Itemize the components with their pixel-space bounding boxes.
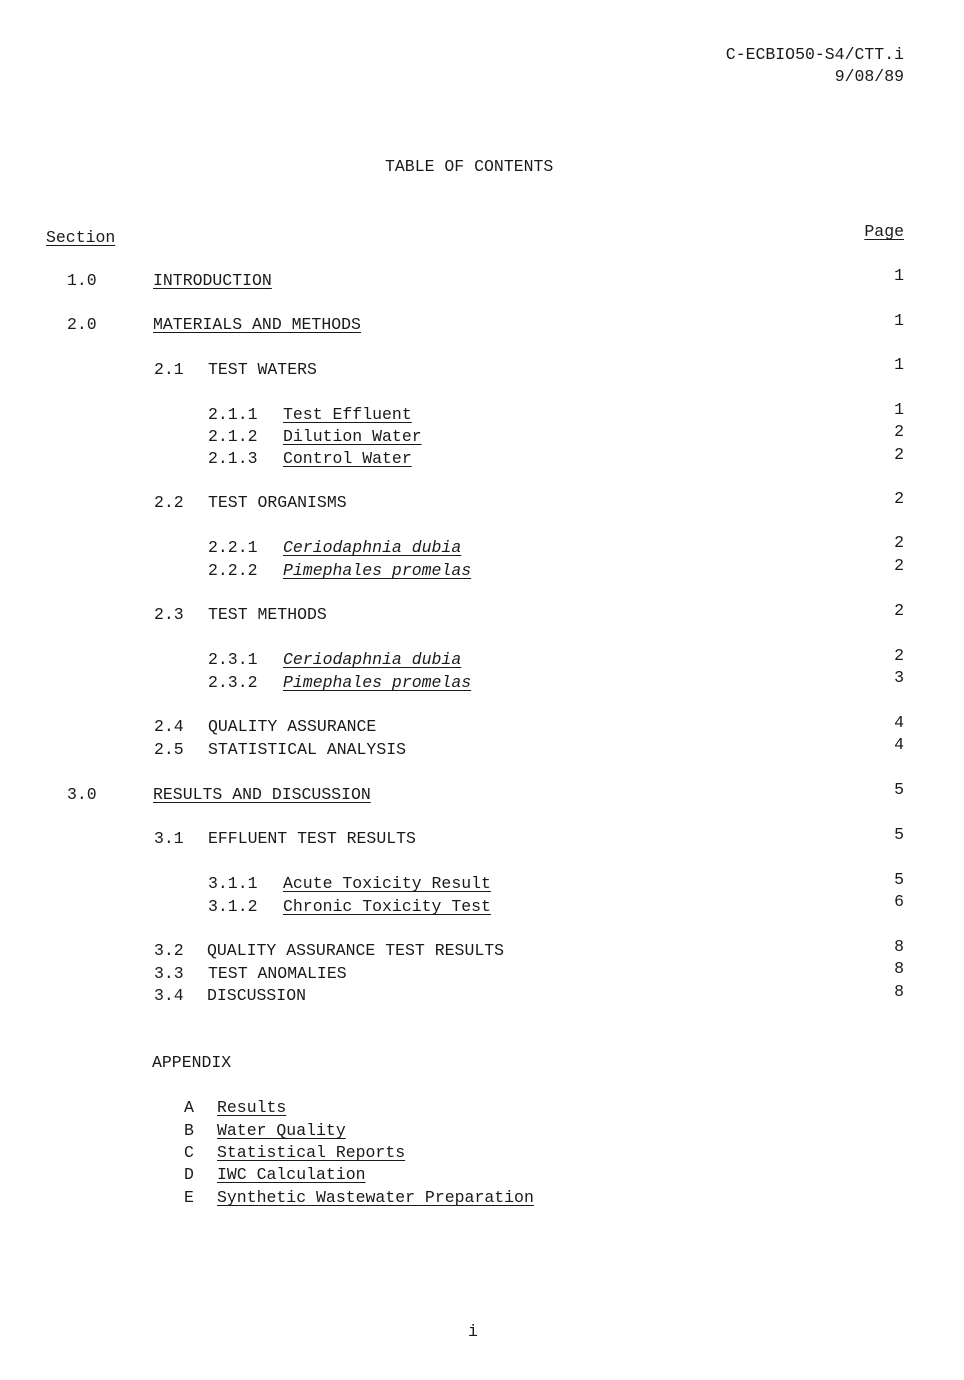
toc-number: 3.1.1 xyxy=(208,874,258,893)
appendix-letter: B xyxy=(184,1121,194,1140)
appendix-item-synthetic-wastewater-preparation[interactable]: Synthetic Wastewater Preparation xyxy=(217,1188,534,1207)
toc-number: 2.2.1 xyxy=(208,538,258,557)
toc-number: 2.5 xyxy=(154,740,184,759)
toc-page-number: 3 xyxy=(894,668,904,687)
toc-number: 2.1.3 xyxy=(208,449,258,468)
appendix-item-results[interactable]: Results xyxy=(217,1098,287,1117)
toc-number: 2.1.1 xyxy=(208,405,258,424)
section-column-heading: Section xyxy=(46,228,116,247)
toc-page-number: 8 xyxy=(894,959,904,978)
appendix-letter: A xyxy=(184,1098,194,1117)
toc-entry-test-anomalies[interactable]: TEST ANOMALIES xyxy=(208,964,347,983)
document-id: C-ECBIO50-S4/CTT.i xyxy=(725,45,904,64)
toc-page-number: 4 xyxy=(894,735,904,754)
page-title: TABLE OF CONTENTS xyxy=(385,157,554,176)
toc-page-number: 6 xyxy=(894,892,904,911)
toc-number: 2.0 xyxy=(67,315,97,334)
toc-number: 3.3 xyxy=(154,964,184,983)
appendix-item-water-quality[interactable]: Water Quality xyxy=(217,1121,346,1140)
toc-number: 2.1.2 xyxy=(208,427,258,446)
toc-page-number: 1 xyxy=(894,355,904,374)
toc-page-number: 8 xyxy=(894,982,904,1001)
appendix-letter: D xyxy=(184,1165,194,1184)
toc-entry-test-waters[interactable]: TEST WATERS xyxy=(208,360,317,379)
toc-page-number: 4 xyxy=(894,713,904,732)
document-date: 9/08/89 xyxy=(834,67,904,86)
appendix-letter: E xyxy=(184,1188,194,1207)
toc-entry-quality-assurance-test-results[interactable]: QUALITY ASSURANCE TEST RESULTS xyxy=(207,941,505,960)
appendix-letter: C xyxy=(184,1143,194,1162)
toc-entry-introduction[interactable]: INTRODUCTION xyxy=(153,271,272,290)
toc-page-number: 5 xyxy=(894,870,904,889)
toc-number: 2.2.2 xyxy=(208,561,258,580)
toc-number: 3.1.2 xyxy=(208,897,258,916)
toc-page-number: 2 xyxy=(894,445,904,464)
toc-entry-effluent-test-results[interactable]: EFFLUENT TEST RESULTS xyxy=(208,829,416,848)
toc-entry-results-and-discussion[interactable]: RESULTS AND DISCUSSION xyxy=(153,785,371,804)
toc-page-number: 1 xyxy=(894,400,904,419)
toc-number: 3.1 xyxy=(154,829,184,848)
toc-page-number: 2 xyxy=(894,533,904,552)
toc-entry-pimephales-promelas[interactable]: Pimephales promelas xyxy=(283,673,472,692)
toc-number: 2.2 xyxy=(154,493,184,512)
toc-number: 2.4 xyxy=(154,717,184,736)
toc-number: 3.0 xyxy=(67,785,97,804)
toc-number: 2.1 xyxy=(154,360,184,379)
toc-entry-ceriodaphnia-dubia[interactable]: Ceriodaphnia dubia xyxy=(283,538,462,557)
toc-page-number: 2 xyxy=(894,422,904,441)
toc-number: 1.0 xyxy=(67,271,97,290)
toc-entry-quality-assurance[interactable]: QUALITY ASSURANCE xyxy=(208,717,377,736)
toc-entry-ceriodaphnia-dubia[interactable]: Ceriodaphnia dubia xyxy=(283,650,462,669)
toc-entry-dilution-water[interactable]: Dilution Water xyxy=(283,427,422,446)
toc-page-number: 1 xyxy=(894,266,904,285)
toc-entry-test-effluent[interactable]: Test Effluent xyxy=(283,405,412,424)
toc-entry-pimephales-promelas[interactable]: Pimephales promelas xyxy=(283,561,472,580)
toc-entry-discussion[interactable]: DISCUSSION xyxy=(207,986,307,1005)
toc-page-number: 8 xyxy=(894,937,904,956)
toc-page-number: 5 xyxy=(894,780,904,799)
toc-number: 2.3.1 xyxy=(208,650,258,669)
toc-page-number: 5 xyxy=(894,825,904,844)
toc-entry-chronic-toxicity-test[interactable]: Chronic Toxicity Test xyxy=(283,897,491,916)
toc-page-number: 2 xyxy=(894,601,904,620)
toc-entry-acute-toxicity-result[interactable]: Acute Toxicity Result xyxy=(283,874,491,893)
appendix-item-statistical-reports[interactable]: Statistical Reports xyxy=(217,1143,406,1162)
appendix-item-iwc-calculation[interactable]: IWC Calculation xyxy=(217,1165,366,1184)
toc-number: 2.3 xyxy=(154,605,184,624)
toc-number: 3.4 xyxy=(154,986,184,1005)
toc-page-number: 2 xyxy=(894,646,904,665)
toc-number: 3.2 xyxy=(154,941,184,960)
toc-entry-materials-and-methods[interactable]: MATERIALS AND METHODS xyxy=(153,315,361,334)
toc-number: 2.3.2 xyxy=(208,673,258,692)
page-number: i xyxy=(468,1322,478,1341)
toc-page-number: 2 xyxy=(894,489,904,508)
toc-entry-statistical-analysis[interactable]: STATISTICAL ANALYSIS xyxy=(208,740,407,759)
toc-entry-control-water[interactable]: Control Water xyxy=(283,449,412,468)
toc-page-number: 2 xyxy=(894,556,904,575)
appendix-heading: APPENDIX xyxy=(152,1053,232,1072)
toc-page-number: 1 xyxy=(894,311,904,330)
page-column-heading: Page xyxy=(864,222,904,241)
toc-entry-test-organisms[interactable]: TEST ORGANISMS xyxy=(208,493,347,512)
toc-entry-test-methods[interactable]: TEST METHODS xyxy=(208,605,327,624)
